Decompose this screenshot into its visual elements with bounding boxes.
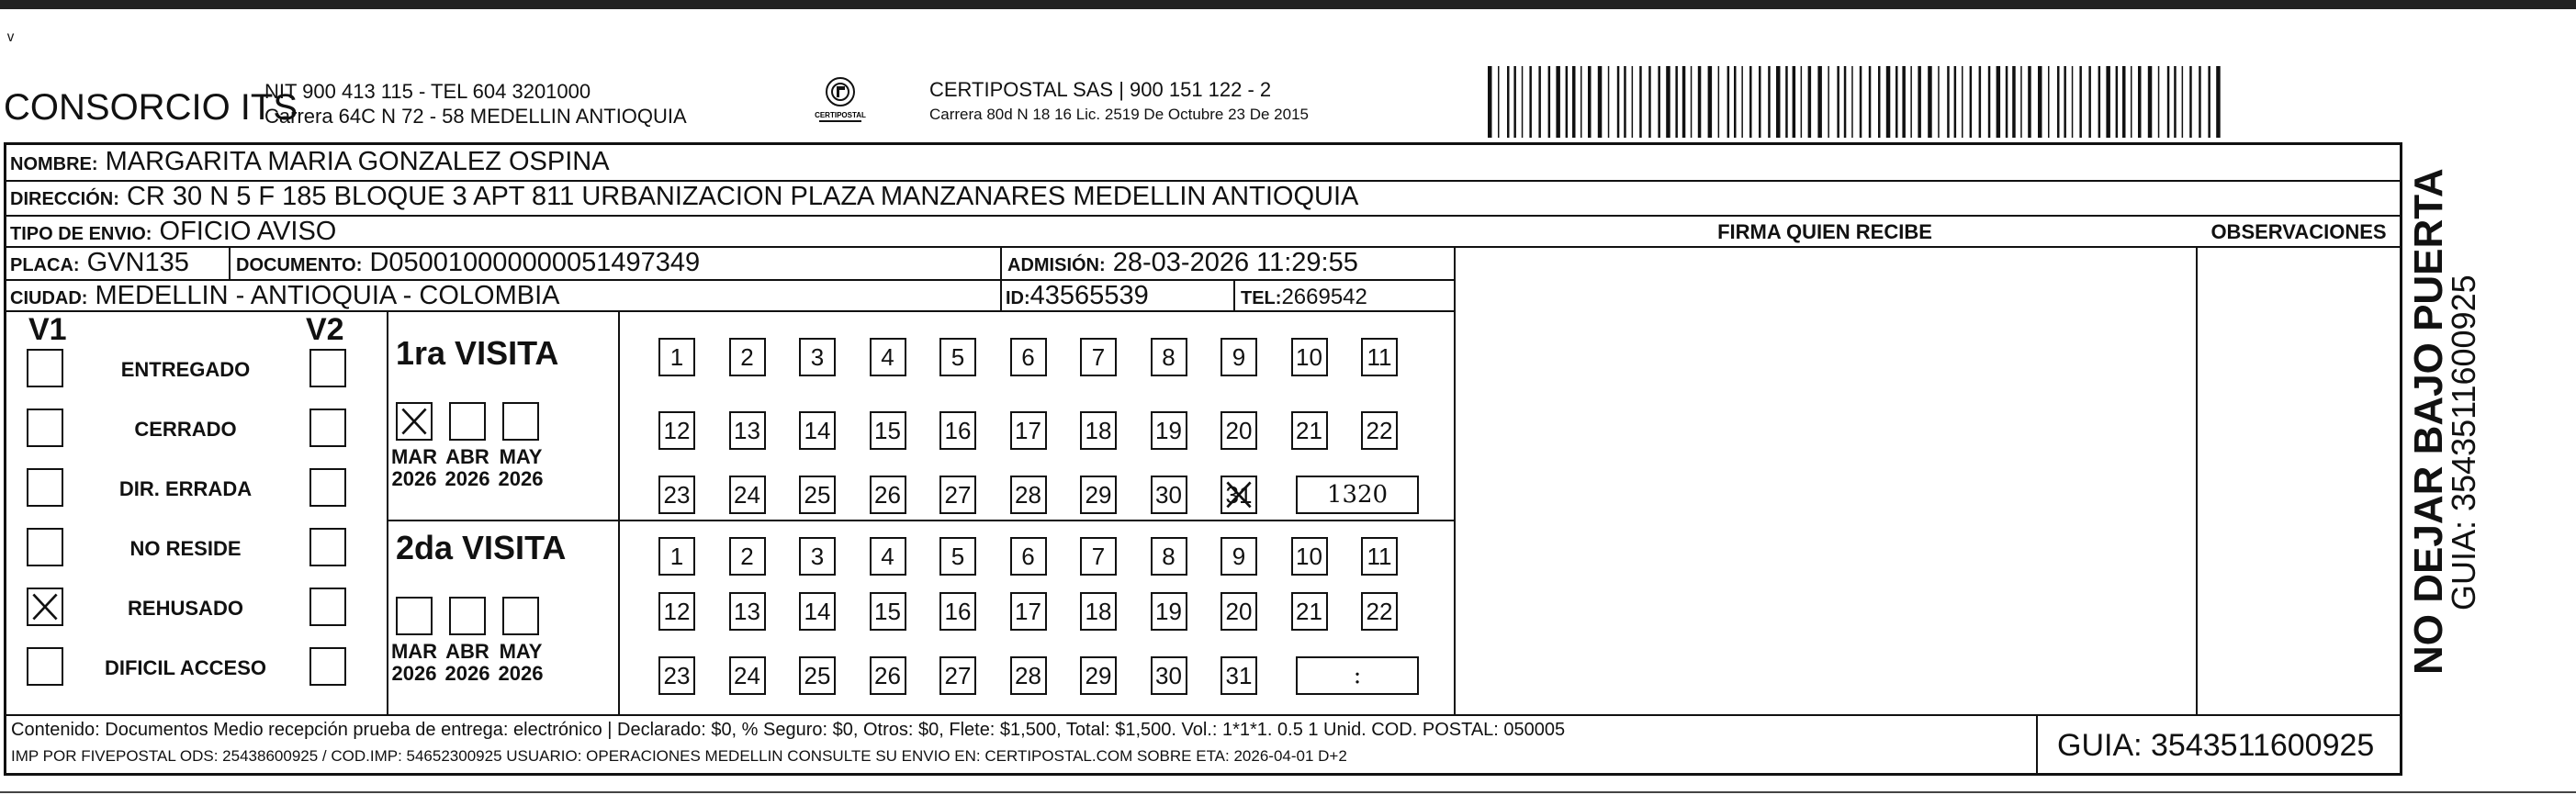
second-day-31[interactable]: 31 — [1221, 656, 1257, 695]
second-day-16[interactable]: 16 — [939, 592, 976, 631]
tipo-field — [10, 217, 336, 247]
second-time-box[interactable]: : — [1296, 656, 1419, 695]
month-checkbox-abr[interactable] — [449, 402, 486, 441]
first-day-2[interactable]: 2 — [729, 338, 766, 376]
ciudad-label: CIUDAD: — [10, 288, 88, 308]
certipostal-info — [929, 77, 1309, 127]
first-time-box[interactable]: 1320 — [1296, 476, 1419, 514]
v1-header: V1 — [28, 312, 67, 347]
company-name: CONSORCIO ITS — [4, 87, 298, 128]
first-day-3[interactable]: 3 — [799, 338, 836, 376]
first-day-4[interactable]: 4 — [870, 338, 906, 376]
first-day-22[interactable]: 22 — [1361, 411, 1398, 450]
second-day-22[interactable]: 22 — [1361, 592, 1398, 631]
first-day-7[interactable]: 7 — [1080, 338, 1117, 376]
second-day-21[interactable]: 21 — [1291, 592, 1328, 631]
v1-checkbox[interactable] — [27, 468, 63, 507]
v2-checkbox[interactable] — [309, 409, 346, 447]
tipo-value: OFICIO AVISO — [159, 217, 337, 246]
second-day-9[interactable]: 9 — [1221, 537, 1257, 576]
tel-label: TEL: — [1241, 288, 1282, 308]
footer-line1: Contenido: Documentos Medio recepción prueba de entrega: electrónico | Declarado: $0, % Seguro: $0, Otros: $0, Flete: $1,500, Total: $1,500. Vol.: 1*1*1. 0.5 1 Unid. COD. POSTAL: 050005 — [11, 720, 1566, 740]
second-day-14[interactable]: 14 — [799, 592, 836, 631]
first-day-12[interactable]: 12 — [658, 411, 695, 450]
v2-checkbox[interactable] — [309, 528, 346, 566]
second-day-19[interactable]: 19 — [1151, 592, 1187, 631]
second-day-6[interactable]: 6 — [1010, 537, 1047, 576]
guia-number: GUIA: 3543511600925 — [2057, 728, 2375, 763]
second-day-2[interactable]: 2 — [729, 537, 766, 576]
side-guia: GUIA: 3543511600925 — [2445, 274, 2482, 610]
first-day-20[interactable]: 20 — [1221, 411, 1257, 450]
direccion-label: DIRECCIÓN: — [10, 189, 119, 209]
first-day-25[interactable]: 25 — [799, 476, 836, 514]
top-border — [0, 0, 2576, 9]
col-line — [2036, 714, 2038, 773]
v2-checkbox[interactable] — [309, 468, 346, 507]
v1-checkbox[interactable] — [27, 647, 63, 686]
company-address: Carrera 64C N 72 - 58 MEDELLIN ANTIOQUIA — [264, 105, 687, 128]
tel-field — [1241, 281, 1367, 311]
second-day-10[interactable]: 10 — [1291, 537, 1328, 576]
row-line — [6, 714, 2400, 716]
first-day-29[interactable]: 29 — [1080, 476, 1117, 514]
documento-label: DOCUMENTO: — [236, 255, 363, 275]
v1-checkbox[interactable] — [27, 349, 63, 387]
id-field — [1006, 281, 1149, 311]
first-day-1[interactable]: 1 — [658, 338, 695, 376]
second-day-11[interactable]: 11 — [1361, 537, 1398, 576]
second-day-20[interactable]: 20 — [1221, 592, 1257, 631]
status-label: NO RESIDE — [129, 537, 242, 560]
placa-label: PLACA: — [10, 255, 80, 275]
admision-field — [1007, 248, 1358, 278]
col-line — [618, 310, 620, 714]
nombre-label: NOMBRE: — [10, 154, 98, 174]
first-day-31[interactable]: 31 — [1221, 476, 1257, 514]
month-label: MAR 2026 — [390, 445, 438, 490]
second-day-28[interactable]: 28 — [1010, 656, 1047, 695]
v1-checkbox[interactable] — [27, 528, 63, 566]
company-info — [264, 79, 687, 129]
second-day-12[interactable]: 12 — [658, 592, 695, 631]
first-day-21[interactable]: 21 — [1291, 411, 1328, 450]
month-label: MAY 2026 — [498, 445, 544, 490]
admision-value: 28-03-2026 11:29:55 — [1112, 248, 1358, 277]
col-line — [2196, 246, 2198, 714]
month-label: MAR 2026 — [390, 640, 438, 685]
certi-line2: Carrera 80d N 18 16 Lic. 2519 De Octubre 23 De 2015 — [929, 106, 1309, 123]
first-day-11[interactable]: 11 — [1361, 338, 1398, 376]
v1-checkbox[interactable] — [27, 409, 63, 447]
scan-mark: ᵛ — [7, 28, 15, 50]
second-day-18[interactable]: 18 — [1080, 592, 1117, 631]
ciudad-value: MEDELLIN - ANTIOQUIA - COLOMBIA — [95, 281, 560, 310]
id-value: 43565539 — [1029, 281, 1149, 310]
month-checkbox-mar[interactable] — [396, 597, 433, 635]
documento-field — [236, 248, 700, 278]
first-day-5[interactable]: 5 — [939, 338, 976, 376]
col-line — [1454, 246, 1456, 714]
month-label: MAY 2026 — [498, 640, 544, 685]
bottom-border — [0, 791, 2576, 793]
direccion-field — [10, 182, 1358, 212]
nombre-field — [10, 147, 610, 177]
first-day-14[interactable]: 14 — [799, 411, 836, 450]
observaciones-header: OBSERVACIONES — [2210, 220, 2387, 243]
delivery-form — [4, 142, 2402, 776]
col-line — [1000, 246, 1002, 310]
first-day-28[interactable]: 28 — [1010, 476, 1047, 514]
first-day-9[interactable]: 9 — [1221, 338, 1257, 376]
first-day-19[interactable]: 19 — [1151, 411, 1187, 450]
first-visit-title: 1ra VISITA — [396, 334, 559, 372]
footer-line2: IMP POR FIVEPOSTAL ODS: 25438600925 / COD.IMP: 54652300925 USUARIO: OPERACIONES MEDELLIN CONSULTE SU ENVIO EN: CERTIPOSTAL.COM SOBRE ETA: 2026-04-01 D+2 — [11, 747, 1347, 765]
first-day-18[interactable]: 18 — [1080, 411, 1117, 450]
month-checkbox-may[interactable] — [502, 597, 539, 635]
no-dejar-warning: NO DEJAR BAJO PUERTA — [2406, 168, 2451, 675]
second-day-25[interactable]: 25 — [799, 656, 836, 695]
v2-checkbox[interactable] — [309, 349, 346, 387]
certi-line1: CERTIPOSTAL SAS | 900 151 122 - 2 — [929, 78, 1272, 101]
second-day-8[interactable]: 8 — [1151, 537, 1187, 576]
second-day-3[interactable]: 3 — [799, 537, 836, 576]
first-day-16[interactable]: 16 — [939, 411, 976, 450]
first-day-15[interactable]: 15 — [870, 411, 906, 450]
row-line — [6, 215, 2400, 217]
row-line — [387, 520, 1454, 521]
first-day-13[interactable]: 13 — [729, 411, 766, 450]
status-label: CERRADO — [134, 418, 237, 441]
second-day-23[interactable]: 23 — [658, 656, 695, 695]
logo-text: CERTIPOSTAL — [815, 111, 866, 119]
first-day-6[interactable]: 6 — [1010, 338, 1047, 376]
col-line — [2400, 145, 2402, 773]
status-label: REHUSADO — [128, 597, 243, 620]
first-day-10[interactable]: 10 — [1291, 338, 1328, 376]
admision-label: ADMISIÓN: — [1007, 255, 1106, 275]
first-day-17[interactable]: 17 — [1010, 411, 1047, 450]
documento-value: D050010000000051497349 — [369, 248, 701, 277]
first-day-8[interactable]: 8 — [1151, 338, 1187, 376]
barcode — [1488, 66, 2222, 138]
col-line — [1233, 279, 1235, 310]
tel-value: 2669542 — [1281, 285, 1367, 309]
certipostal-logo — [808, 73, 872, 129]
nombre-value: MARGARITA MARIA GONZALEZ OSPINA — [105, 147, 610, 176]
status-label: DIFICIL ACCESO — [104, 656, 266, 679]
nit-line: NIT 900 413 115 - TEL 604 3201000 — [264, 80, 591, 103]
second-day-7[interactable]: 7 — [1080, 537, 1117, 576]
second-day-29[interactable]: 29 — [1080, 656, 1117, 695]
second-day-30[interactable]: 30 — [1151, 656, 1187, 695]
firma-header: FIRMA QUIEN RECIBE — [1717, 220, 1932, 243]
second-day-15[interactable]: 15 — [870, 592, 906, 631]
second-day-1[interactable]: 1 — [658, 537, 695, 576]
second-day-13[interactable]: 13 — [729, 592, 766, 631]
first-day-27[interactable]: 27 — [939, 476, 976, 514]
col-line — [229, 246, 231, 279]
month-checkbox-mar[interactable] — [396, 402, 433, 441]
status-label: ENTREGADO — [120, 358, 251, 381]
first-day-24[interactable]: 24 — [729, 476, 766, 514]
first-day-26[interactable]: 26 — [870, 476, 906, 514]
month-label: ABR 2026 — [444, 445, 490, 490]
second-visit-title: 2da VISITA — [396, 529, 567, 566]
first-day-30[interactable]: 30 — [1151, 476, 1187, 514]
month-checkbox-abr[interactable] — [449, 597, 486, 635]
second-day-24[interactable]: 24 — [729, 656, 766, 695]
v2-header: V2 — [306, 312, 344, 347]
ciudad-field — [10, 281, 560, 311]
second-day-4[interactable]: 4 — [870, 537, 906, 576]
v2-checkbox[interactable] — [309, 647, 346, 686]
second-day-17[interactable]: 17 — [1010, 592, 1047, 631]
first-day-23[interactable]: 23 — [658, 476, 695, 514]
v1-checkbox[interactable] — [27, 588, 63, 626]
placa-value: GVN135 — [86, 248, 189, 277]
month-checkbox-may[interactable] — [502, 402, 539, 441]
tipo-label: TIPO DE ENVIO: — [10, 224, 152, 244]
second-day-26[interactable]: 26 — [870, 656, 906, 695]
direccion-value: CR 30 N 5 F 185 BLOQUE 3 APT 811 URBANIZACION PLAZA MANZANARES MEDELLIN ANTIOQUIA — [126, 182, 1359, 211]
second-day-5[interactable]: 5 — [939, 537, 976, 576]
id-label: ID: — [1006, 288, 1030, 308]
status-label: DIR. ERRADA — [118, 477, 253, 500]
second-day-27[interactable]: 27 — [939, 656, 976, 695]
placa-field — [10, 248, 189, 278]
month-label: ABR 2026 — [444, 640, 490, 685]
v2-checkbox[interactable] — [309, 588, 346, 626]
